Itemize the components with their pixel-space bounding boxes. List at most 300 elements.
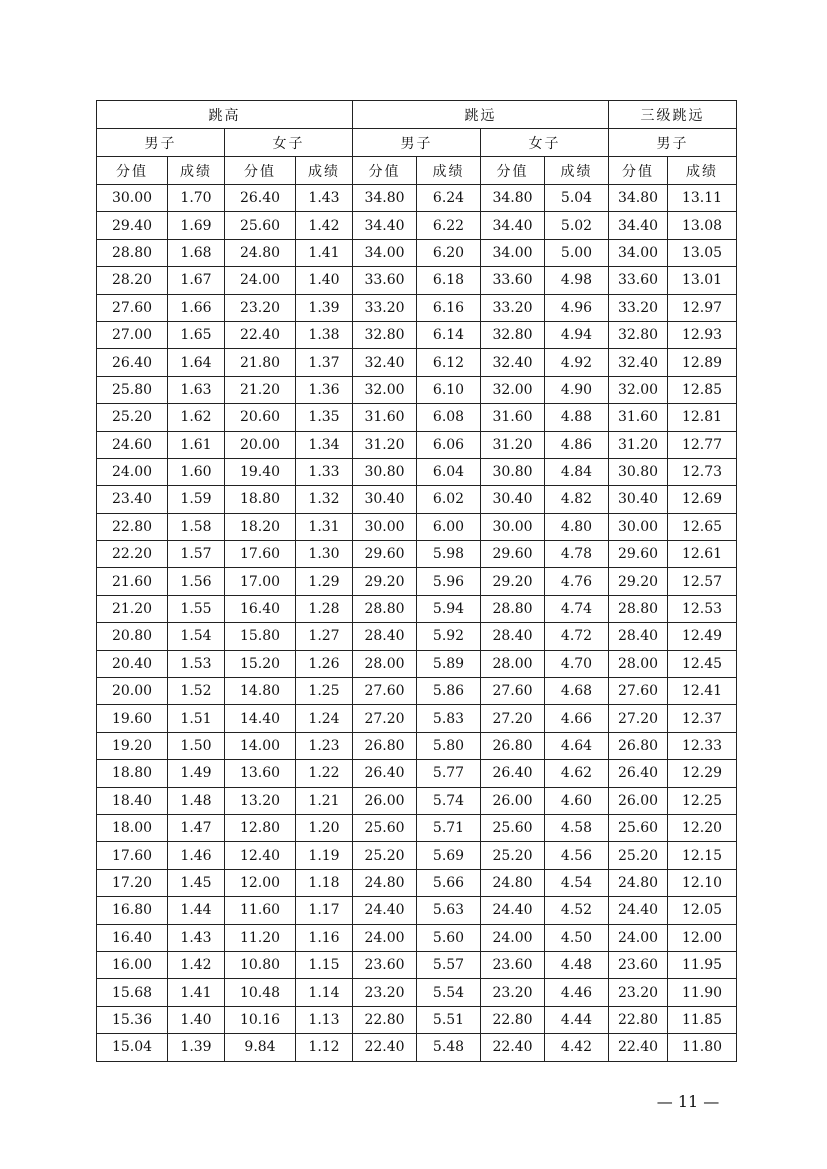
- result-cell: 1.42: [168, 951, 225, 978]
- result-cell: 11.90: [668, 979, 737, 1006]
- score-cell: 29.20: [353, 568, 417, 595]
- result-cell: 5.98: [417, 541, 481, 568]
- score-cell: 33.20: [609, 294, 668, 321]
- gender-header: 男子: [609, 129, 737, 157]
- result-cell: 12.15: [668, 842, 737, 869]
- result-cell: 1.40: [168, 1006, 225, 1033]
- score-cell: 16.40: [97, 924, 168, 951]
- result-cell: 5.60: [417, 924, 481, 951]
- score-cell: 22.40: [481, 1034, 545, 1061]
- score-cell: 31.60: [481, 404, 545, 431]
- score-cell: 23.20: [225, 294, 296, 321]
- table-row: [97, 267, 737, 294]
- gender-header: 女子: [481, 129, 609, 157]
- score-cell: 12.80: [225, 814, 296, 841]
- result-cell: 1.45: [168, 869, 225, 896]
- score-cell: 26.40: [225, 185, 296, 212]
- table-row: [97, 814, 737, 841]
- result-cell: 4.98: [545, 267, 609, 294]
- score-cell: 25.20: [481, 842, 545, 869]
- result-cell: 1.41: [168, 979, 225, 1006]
- result-cell: 5.94: [417, 595, 481, 622]
- result-cell: 13.08: [668, 212, 737, 239]
- result-cell: 4.44: [545, 1006, 609, 1033]
- score-cell: 25.80: [97, 376, 168, 403]
- result-cell: 1.15: [296, 951, 353, 978]
- result-cell: 5.63: [417, 897, 481, 924]
- result-cell: 1.53: [168, 650, 225, 677]
- result-cell: 5.02: [545, 212, 609, 239]
- score-cell: 16.00: [97, 951, 168, 978]
- result-cell: 5.69: [417, 842, 481, 869]
- table-row: [97, 732, 737, 759]
- table-row: [97, 376, 737, 403]
- table-row: [97, 239, 737, 266]
- result-cell: 4.42: [545, 1034, 609, 1061]
- table-row: [97, 321, 737, 348]
- result-cell: 1.49: [168, 760, 225, 787]
- score-cell: 23.20: [609, 979, 668, 1006]
- score-cell: 15.36: [97, 1006, 168, 1033]
- result-cell: 1.29: [296, 568, 353, 595]
- score-cell: 23.60: [609, 951, 668, 978]
- table-row: [97, 842, 737, 869]
- result-cell: 1.13: [296, 1006, 353, 1033]
- table-row: [97, 869, 737, 896]
- result-cell: 12.33: [668, 732, 737, 759]
- table-row: [97, 678, 737, 705]
- table-row: [97, 294, 737, 321]
- score-cell: 26.00: [609, 787, 668, 814]
- score-cell: 22.80: [97, 513, 168, 540]
- result-cell: 6.06: [417, 431, 481, 458]
- score-cell: 33.20: [481, 294, 545, 321]
- result-cell: 12.00: [668, 924, 737, 951]
- result-cell: 4.58: [545, 814, 609, 841]
- column-header-result: 成绩: [417, 157, 481, 185]
- score-cell: 9.84: [225, 1034, 296, 1061]
- result-cell: 4.72: [545, 623, 609, 650]
- result-cell: 12.85: [668, 376, 737, 403]
- score-cell: 24.80: [225, 239, 296, 266]
- table-body: [97, 185, 737, 1062]
- score-cell: 12.40: [225, 842, 296, 869]
- result-cell: 1.66: [168, 294, 225, 321]
- result-cell: 13.05: [668, 239, 737, 266]
- result-cell: 1.21: [296, 787, 353, 814]
- result-cell: 12.49: [668, 623, 737, 650]
- score-cell: 15.80: [225, 623, 296, 650]
- group-header-high-jump: 跳高: [97, 101, 353, 129]
- score-cell: 21.20: [225, 376, 296, 403]
- score-cell: 24.00: [353, 924, 417, 951]
- score-cell: 23.20: [353, 979, 417, 1006]
- result-cell: 12.61: [668, 541, 737, 568]
- score-cell: 34.00: [609, 239, 668, 266]
- score-cell: 18.40: [97, 787, 168, 814]
- score-cell: 24.40: [481, 897, 545, 924]
- score-cell: 27.20: [353, 705, 417, 732]
- result-cell: 5.80: [417, 732, 481, 759]
- score-cell: 28.00: [609, 650, 668, 677]
- score-cell: 29.20: [481, 568, 545, 595]
- result-cell: 1.54: [168, 623, 225, 650]
- table-row: [97, 431, 737, 458]
- result-cell: 6.18: [417, 267, 481, 294]
- result-cell: 5.48: [417, 1034, 481, 1061]
- result-cell: 1.48: [168, 787, 225, 814]
- result-cell: 6.00: [417, 513, 481, 540]
- score-cell: 19.40: [225, 458, 296, 485]
- result-cell: 5.83: [417, 705, 481, 732]
- result-cell: 1.43: [296, 185, 353, 212]
- score-cell: 27.60: [97, 294, 168, 321]
- result-cell: 1.55: [168, 595, 225, 622]
- result-cell: 1.63: [168, 376, 225, 403]
- score-cell: 27.20: [481, 705, 545, 732]
- result-cell: 12.05: [668, 897, 737, 924]
- result-cell: 1.46: [168, 842, 225, 869]
- score-cell: 17.60: [225, 541, 296, 568]
- score-cell: 22.20: [97, 541, 168, 568]
- result-cell: 4.82: [545, 486, 609, 513]
- score-cell: 32.80: [353, 321, 417, 348]
- column-header-score: 分值: [225, 157, 296, 185]
- result-cell: 4.74: [545, 595, 609, 622]
- score-cell: 28.00: [353, 650, 417, 677]
- result-cell: 1.20: [296, 814, 353, 841]
- result-cell: 6.16: [417, 294, 481, 321]
- column-header-row: [97, 157, 737, 185]
- column-header-score: 分值: [97, 157, 168, 185]
- result-cell: 12.89: [668, 349, 737, 376]
- table-row: [97, 760, 737, 787]
- result-cell: 12.93: [668, 321, 737, 348]
- score-cell: 12.00: [225, 869, 296, 896]
- page-number: — 11 —: [656, 1092, 720, 1111]
- score-cell: 24.80: [353, 869, 417, 896]
- result-cell: 5.86: [417, 678, 481, 705]
- score-cell: 24.00: [481, 924, 545, 951]
- result-cell: 4.62: [545, 760, 609, 787]
- result-cell: 6.08: [417, 404, 481, 431]
- result-cell: 1.43: [168, 924, 225, 951]
- score-cell: 33.20: [353, 294, 417, 321]
- result-cell: 1.17: [296, 897, 353, 924]
- result-cell: 1.60: [168, 458, 225, 485]
- score-cell: 23.40: [97, 486, 168, 513]
- score-cell: 31.60: [353, 404, 417, 431]
- score-cell: 21.60: [97, 568, 168, 595]
- result-cell: 6.02: [417, 486, 481, 513]
- result-cell: 1.67: [168, 267, 225, 294]
- score-cell: 20.80: [97, 623, 168, 650]
- result-cell: 4.84: [545, 458, 609, 485]
- score-cell: 30.80: [481, 458, 545, 485]
- score-cell: 30.00: [353, 513, 417, 540]
- column-header-result: 成绩: [545, 157, 609, 185]
- score-cell: 31.20: [481, 431, 545, 458]
- score-cell: 28.40: [353, 623, 417, 650]
- score-cell: 11.20: [225, 924, 296, 951]
- result-cell: 12.77: [668, 431, 737, 458]
- result-cell: 4.78: [545, 541, 609, 568]
- score-cell: 22.80: [481, 1006, 545, 1033]
- score-cell: 34.40: [353, 212, 417, 239]
- score-cell: 10.16: [225, 1006, 296, 1033]
- score-cell: 15.04: [97, 1034, 168, 1061]
- result-cell: 4.86: [545, 431, 609, 458]
- score-cell: 16.40: [225, 595, 296, 622]
- score-cell: 29.40: [97, 212, 168, 239]
- score-cell: 32.40: [481, 349, 545, 376]
- score-cell: 25.20: [609, 842, 668, 869]
- result-cell: 1.35: [296, 404, 353, 431]
- column-header-result: 成绩: [668, 157, 737, 185]
- result-cell: 4.46: [545, 979, 609, 1006]
- score-cell: 22.40: [609, 1034, 668, 1061]
- score-cell: 27.60: [481, 678, 545, 705]
- result-cell: 12.81: [668, 404, 737, 431]
- score-cell: 20.60: [225, 404, 296, 431]
- result-cell: 4.96: [545, 294, 609, 321]
- table-row: [97, 623, 737, 650]
- result-cell: 6.04: [417, 458, 481, 485]
- result-cell: 12.45: [668, 650, 737, 677]
- result-cell: 4.76: [545, 568, 609, 595]
- result-cell: 4.92: [545, 349, 609, 376]
- score-cell: 30.80: [609, 458, 668, 485]
- result-cell: 11.95: [668, 951, 737, 978]
- score-cell: 24.00: [225, 267, 296, 294]
- score-cell: 22.80: [609, 1006, 668, 1033]
- score-cell: 24.00: [97, 458, 168, 485]
- column-header-score: 分值: [353, 157, 417, 185]
- gender-header: 女子: [225, 129, 353, 157]
- score-cell: 22.80: [353, 1006, 417, 1033]
- result-cell: 1.37: [296, 349, 353, 376]
- score-cell: 30.40: [353, 486, 417, 513]
- score-cell: 26.40: [609, 760, 668, 787]
- result-cell: 6.20: [417, 239, 481, 266]
- table-row: [97, 787, 737, 814]
- score-cell: 14.80: [225, 678, 296, 705]
- table-row: [97, 212, 737, 239]
- table-row: [97, 979, 737, 1006]
- result-cell: 6.14: [417, 321, 481, 348]
- score-cell: 23.20: [481, 979, 545, 1006]
- result-cell: 4.64: [545, 732, 609, 759]
- score-cell: 30.80: [353, 458, 417, 485]
- result-cell: 1.57: [168, 541, 225, 568]
- result-cell: 1.39: [168, 1034, 225, 1061]
- score-cell: 24.60: [97, 431, 168, 458]
- score-cell: 20.00: [225, 431, 296, 458]
- table-row: [97, 349, 737, 376]
- score-cell: 19.20: [97, 732, 168, 759]
- score-cell: 28.00: [481, 650, 545, 677]
- score-cell: 27.00: [97, 321, 168, 348]
- result-cell: 1.50: [168, 732, 225, 759]
- score-cell: 15.68: [97, 979, 168, 1006]
- result-cell: 5.89: [417, 650, 481, 677]
- result-cell: 12.69: [668, 486, 737, 513]
- result-cell: 1.42: [296, 212, 353, 239]
- score-cell: 26.80: [609, 732, 668, 759]
- result-cell: 13.01: [668, 267, 737, 294]
- score-cell: 13.60: [225, 760, 296, 787]
- result-cell: 12.41: [668, 678, 737, 705]
- score-cell: 14.00: [225, 732, 296, 759]
- result-cell: 1.23: [296, 732, 353, 759]
- result-cell: 5.66: [417, 869, 481, 896]
- score-cell: 26.40: [97, 349, 168, 376]
- result-cell: 5.74: [417, 787, 481, 814]
- score-cell: 24.00: [609, 924, 668, 951]
- table-row: [97, 705, 737, 732]
- score-cell: 28.20: [97, 267, 168, 294]
- score-cell: 31.20: [609, 431, 668, 458]
- result-cell: 1.22: [296, 760, 353, 787]
- table-row: [97, 951, 737, 978]
- score-cell: 34.80: [609, 185, 668, 212]
- score-cell: 16.80: [97, 897, 168, 924]
- table-row: [97, 513, 737, 540]
- score-cell: 24.80: [609, 869, 668, 896]
- score-cell: 26.80: [481, 732, 545, 759]
- result-cell: 1.16: [296, 924, 353, 951]
- result-cell: 12.37: [668, 705, 737, 732]
- score-cell: 26.00: [353, 787, 417, 814]
- score-cell: 22.40: [225, 321, 296, 348]
- result-cell: 1.64: [168, 349, 225, 376]
- result-cell: 4.68: [545, 678, 609, 705]
- result-cell: 12.10: [668, 869, 737, 896]
- score-cell: 10.48: [225, 979, 296, 1006]
- result-cell: 4.80: [545, 513, 609, 540]
- result-cell: 4.48: [545, 951, 609, 978]
- score-cell: 21.80: [225, 349, 296, 376]
- result-cell: 1.65: [168, 321, 225, 348]
- result-cell: 1.39: [296, 294, 353, 321]
- table-row: [97, 595, 737, 622]
- table-row: [97, 486, 737, 513]
- column-header-result: 成绩: [296, 157, 353, 185]
- result-cell: 1.34: [296, 431, 353, 458]
- score-cell: 33.60: [609, 267, 668, 294]
- result-cell: 1.51: [168, 705, 225, 732]
- table-row: [97, 458, 737, 485]
- column-header-score: 分值: [481, 157, 545, 185]
- score-cell: 17.00: [225, 568, 296, 595]
- score-cell: 17.20: [97, 869, 168, 896]
- result-cell: 4.94: [545, 321, 609, 348]
- result-cell: 1.32: [296, 486, 353, 513]
- result-cell: 1.40: [296, 267, 353, 294]
- score-cell: 26.80: [353, 732, 417, 759]
- score-cell: 34.80: [481, 185, 545, 212]
- group-header-long-jump: 跳远: [353, 101, 609, 129]
- column-header-result: 成绩: [168, 157, 225, 185]
- score-cell: 25.60: [225, 212, 296, 239]
- score-cell: 24.40: [609, 897, 668, 924]
- result-cell: 12.57: [668, 568, 737, 595]
- result-cell: 1.36: [296, 376, 353, 403]
- score-cell: 31.20: [353, 431, 417, 458]
- score-cell: 29.20: [609, 568, 668, 595]
- table-row: [97, 897, 737, 924]
- score-cell: 17.60: [97, 842, 168, 869]
- result-cell: 1.44: [168, 897, 225, 924]
- score-cell: 19.60: [97, 705, 168, 732]
- score-cell: 23.60: [353, 951, 417, 978]
- score-cell: 11.60: [225, 897, 296, 924]
- result-cell: 1.69: [168, 212, 225, 239]
- score-cell: 33.60: [353, 267, 417, 294]
- score-cell: 23.60: [481, 951, 545, 978]
- score-cell: 20.00: [97, 678, 168, 705]
- score-cell: 24.40: [353, 897, 417, 924]
- result-cell: 1.31: [296, 513, 353, 540]
- score-cell: 34.00: [481, 239, 545, 266]
- score-cell: 34.40: [481, 212, 545, 239]
- score-cell: 30.00: [97, 185, 168, 212]
- table-row: [97, 541, 737, 568]
- table-row: [97, 1006, 737, 1033]
- score-cell: 25.60: [481, 814, 545, 841]
- table-row: [97, 650, 737, 677]
- score-cell: 24.80: [481, 869, 545, 896]
- score-cell: 30.00: [609, 513, 668, 540]
- gender-header-row: [97, 129, 737, 157]
- score-cell: 28.40: [481, 623, 545, 650]
- table-row: [97, 185, 737, 212]
- result-cell: 1.24: [296, 705, 353, 732]
- result-cell: 4.90: [545, 376, 609, 403]
- score-cell: 30.40: [481, 486, 545, 513]
- result-cell: 12.73: [668, 458, 737, 485]
- result-cell: 12.65: [668, 513, 737, 540]
- result-cell: 1.59: [168, 486, 225, 513]
- result-cell: 4.52: [545, 897, 609, 924]
- score-cell: 33.60: [481, 267, 545, 294]
- score-cell: 29.60: [353, 541, 417, 568]
- score-cell: 29.60: [481, 541, 545, 568]
- result-cell: 6.22: [417, 212, 481, 239]
- result-cell: 5.57: [417, 951, 481, 978]
- result-cell: 1.27: [296, 623, 353, 650]
- result-cell: 11.80: [668, 1034, 737, 1061]
- result-cell: 4.56: [545, 842, 609, 869]
- result-cell: 5.04: [545, 185, 609, 212]
- score-cell: 18.80: [225, 486, 296, 513]
- score-cell: 25.20: [353, 842, 417, 869]
- result-cell: 1.12: [296, 1034, 353, 1061]
- score-cell: 32.00: [353, 376, 417, 403]
- score-cell: 18.00: [97, 814, 168, 841]
- score-cell: 25.20: [97, 404, 168, 431]
- score-cell: 27.60: [609, 678, 668, 705]
- score-cell: 20.40: [97, 650, 168, 677]
- result-cell: 1.41: [296, 239, 353, 266]
- result-cell: 1.52: [168, 678, 225, 705]
- score-cell: 10.80: [225, 951, 296, 978]
- score-cell: 30.00: [481, 513, 545, 540]
- result-cell: 12.29: [668, 760, 737, 787]
- table-row: [97, 924, 737, 951]
- result-cell: 1.62: [168, 404, 225, 431]
- gender-header: 男子: [97, 129, 225, 157]
